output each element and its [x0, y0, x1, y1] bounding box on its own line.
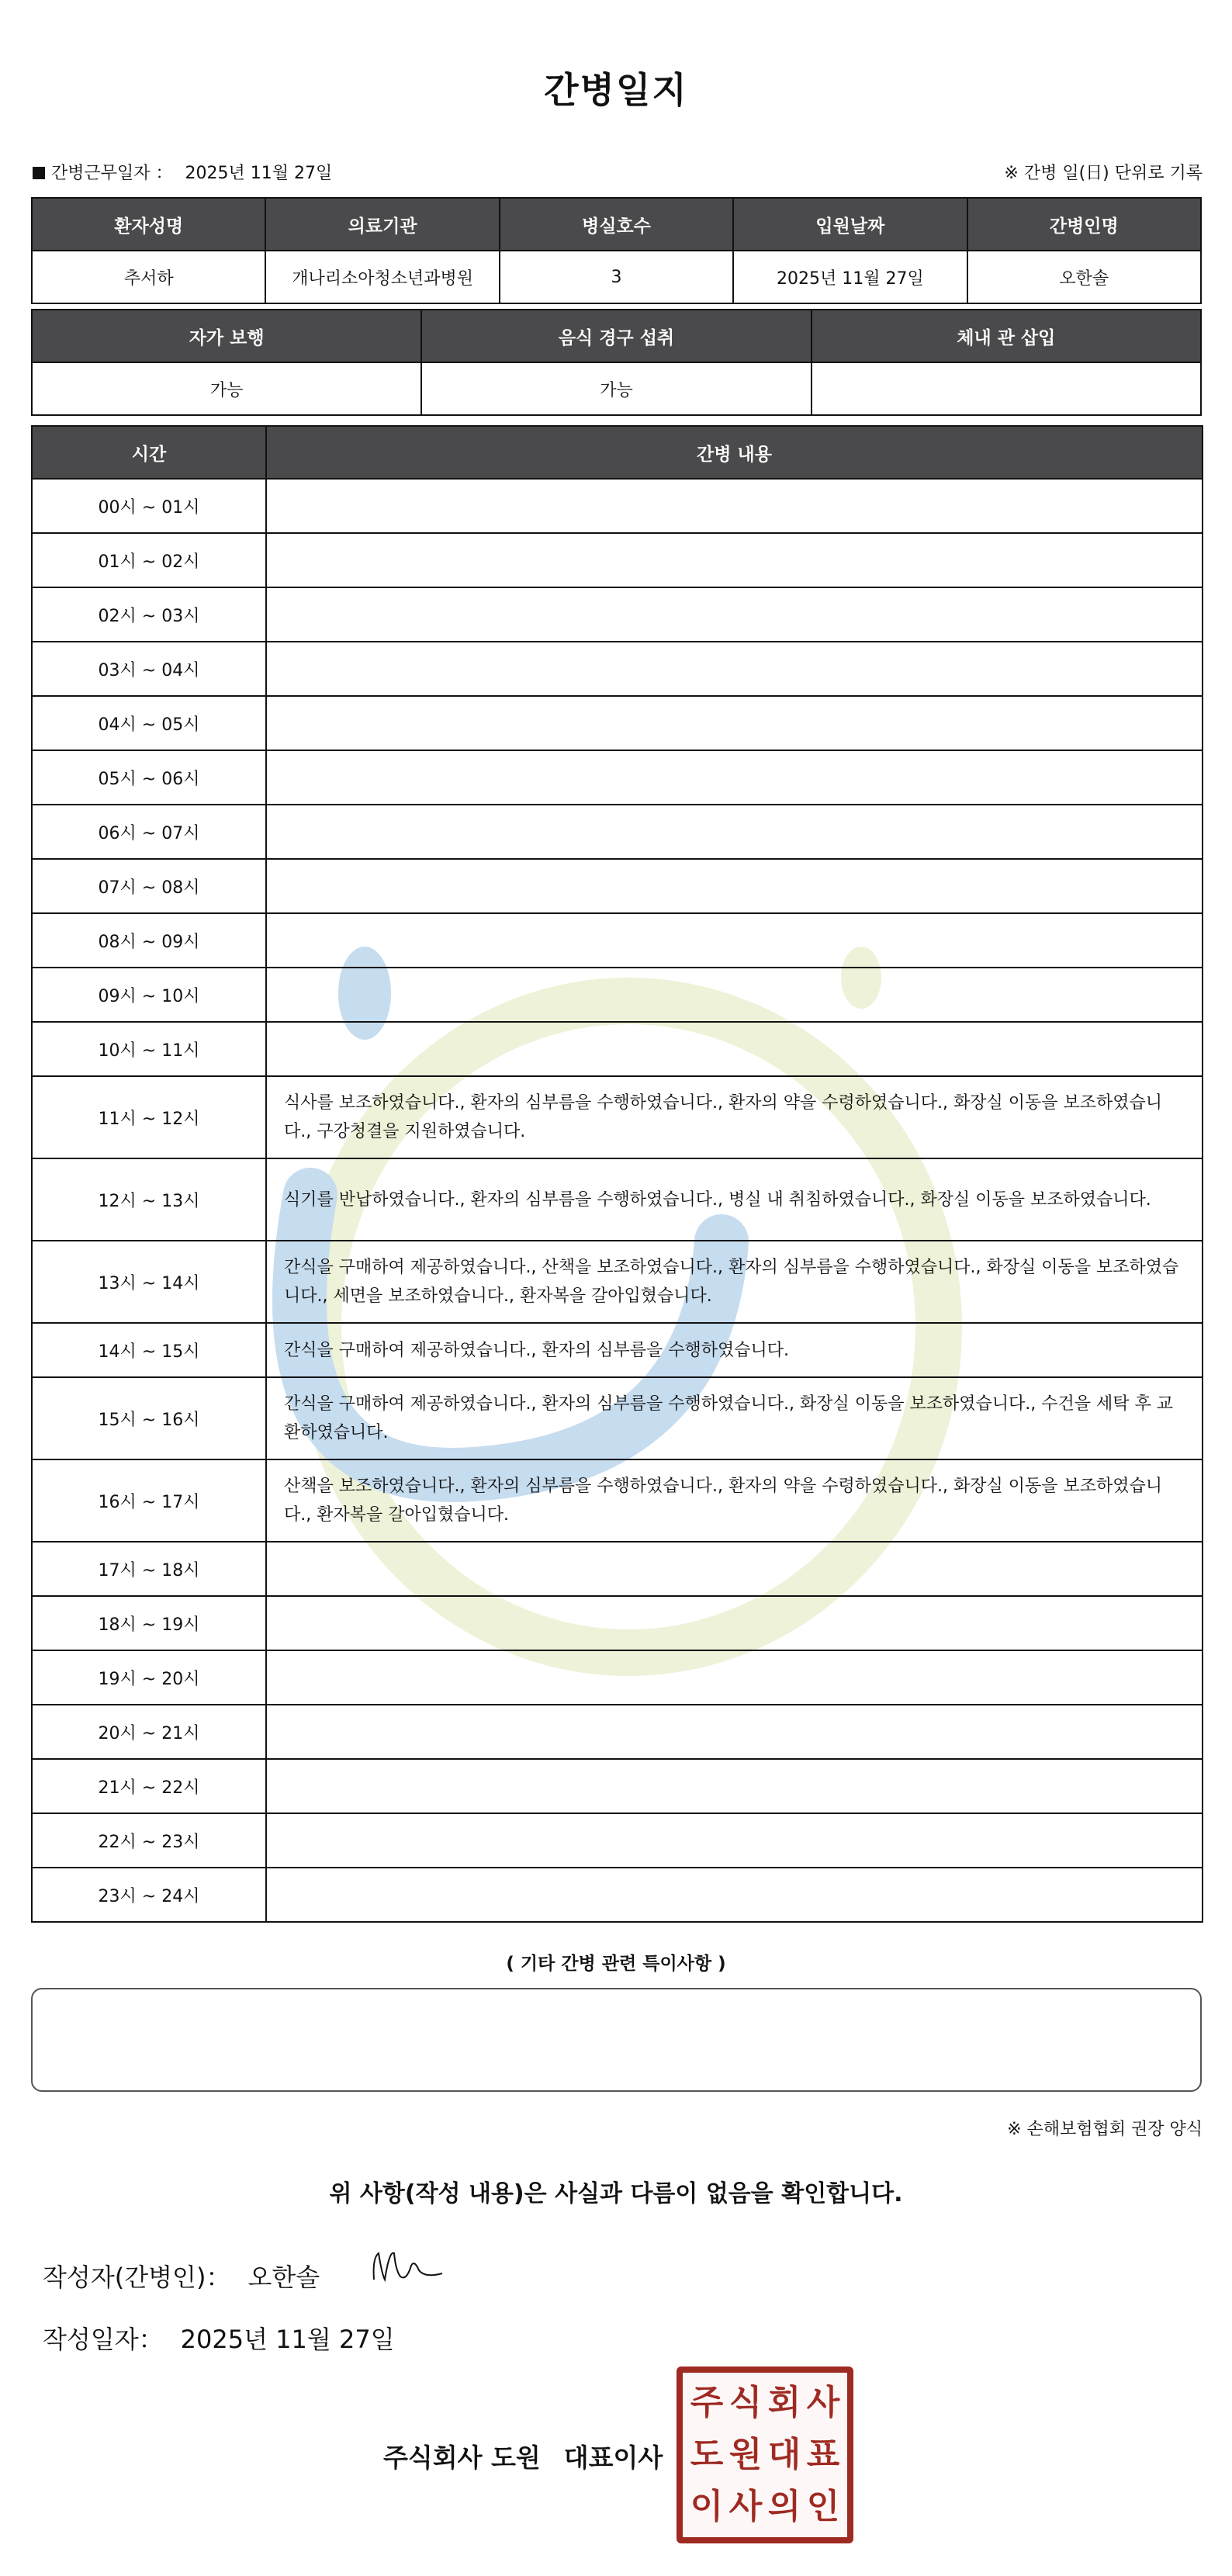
care-note: 간식을 구매하여 제공하였습니다., 환자의 심부름을 수행하였습니다.: [266, 1323, 1203, 1377]
header-room: 병실호수: [500, 198, 733, 251]
time-slot: 06시 ~ 07시: [32, 805, 266, 859]
time-slot: 08시 ~ 09시: [32, 913, 266, 968]
time-slot: 02시 ~ 03시: [32, 587, 266, 642]
time-slot: 07시 ~ 08시: [32, 859, 266, 913]
care-log-table: [31, 425, 1203, 1923]
table-row: [32, 913, 1203, 968]
care-note: [266, 642, 1203, 696]
time-slot: 04시 ~ 05시: [32, 696, 266, 750]
header-time: 시간: [32, 426, 266, 479]
time-slot: 19시 ~ 20시: [32, 1650, 266, 1705]
table-row: [32, 805, 1203, 859]
time-slot: 23시 ~ 24시: [32, 1868, 266, 1922]
care-note: [266, 913, 1203, 968]
table-row: [32, 1076, 1203, 1158]
time-slot: 22시 ~ 23시: [32, 1813, 266, 1868]
seal-glyph: 대: [767, 2434, 801, 2474]
table-row: [32, 1377, 1203, 1459]
table-row: [32, 642, 1203, 696]
written-date-line: [43, 2320, 395, 2356]
time-slot: 11시 ~ 12시: [32, 1076, 266, 1158]
association-note: ※ 손해보험협회 권장 양식: [1007, 2120, 1203, 2139]
care-note: 간식을 구매하여 제공하였습니다., 산책을 보조하였습니다., 환자의 심부름을 수행하였습니다., 화장실 이동을 보조하였습니다., 세면을 보조하였습니다., 환자복을 갈아입혔습니다.: [266, 1241, 1203, 1323]
care-note: [266, 1868, 1203, 1922]
seal-glyph: 주: [690, 2383, 724, 2423]
seal-stamp: [677, 2367, 853, 2543]
time-slot: 09시 ~ 10시: [32, 968, 266, 1022]
seal-glyph: 도: [690, 2434, 724, 2474]
table-row: [32, 750, 1203, 805]
time-slot: 13시 ~ 14시: [32, 1241, 266, 1323]
tube-insertion-value: [812, 362, 1201, 415]
header-tube-insertion: 체내 관 삽입: [812, 310, 1201, 362]
table-row: [32, 1158, 1203, 1241]
table-row: [32, 1022, 1203, 1076]
care-note: 산책을 보조하였습니다., 환자의 심부름을 수행하였습니다., 환자의 약을 수령하였습니다., 화장실 이동을 보조하였습니다., 환자복을 갈아입혔습니다.: [266, 1459, 1203, 1542]
care-note: [266, 479, 1203, 533]
header-patient-name: 환자성명: [32, 198, 265, 251]
care-note: [266, 696, 1203, 750]
seal-glyph: 인: [806, 2486, 840, 2526]
special-notes-title: ( 기타 간병 관련 특이사항 ): [506, 1954, 726, 1974]
time-slot: 20시 ~ 21시: [32, 1705, 266, 1759]
seal-glyph: 표: [806, 2434, 840, 2474]
hospital-name: 개나리소아청소년과병원: [265, 251, 499, 303]
care-note: [266, 859, 1203, 913]
header-oral-intake: 음식 경구 섭취: [421, 310, 811, 362]
time-slot: 00시 ~ 01시: [32, 479, 266, 533]
care-note: 식기를 반납하였습니다., 환자의 심부름을 수행하였습니다., 병실 내 취침하였습니다., 화장실 이동을 보조하였습니다.: [266, 1158, 1203, 1241]
company-name: 주식회사 도원: [383, 2443, 541, 2473]
table-row: [32, 859, 1203, 913]
page-title: 간병일지: [544, 69, 688, 111]
table-row: [32, 1868, 1203, 1922]
care-note: [266, 587, 1203, 642]
care-note: [266, 1650, 1203, 1705]
table-row: [32, 1596, 1203, 1650]
square-bullet-icon: [33, 167, 45, 179]
table-row: [32, 479, 1203, 533]
care-note: [266, 1022, 1203, 1076]
care-note: [266, 1759, 1203, 1813]
care-note: [266, 1705, 1203, 1759]
work-date-label: 간병근무일자 ：: [51, 164, 173, 183]
care-note: [266, 1813, 1203, 1868]
care-note: [266, 1596, 1203, 1650]
seal-glyph: 이: [690, 2486, 724, 2526]
table-row: [32, 1813, 1203, 1868]
time-slot: 17시 ~ 18시: [32, 1542, 266, 1596]
seal-glyph: 사: [806, 2383, 840, 2423]
care-note: [266, 968, 1203, 1022]
company-seal: [677, 2367, 853, 2543]
seal-glyph: 회: [767, 2383, 801, 2423]
care-note: [266, 1542, 1203, 1596]
header-care-content: 간병 내용: [266, 426, 1203, 479]
time-slot: 16시 ~ 17시: [32, 1459, 266, 1542]
patient-info-table: [31, 197, 1202, 304]
company-line: [383, 2438, 663, 2474]
seal-glyph: 원: [728, 2434, 763, 2474]
writer-label: 작성자(간병인)：: [43, 2263, 231, 2292]
table-row: [32, 696, 1203, 750]
time-slot: 14시 ~ 15시: [32, 1323, 266, 1377]
header-admission-date: 입원날짜: [733, 198, 967, 251]
caregiver-name: 오한솔: [967, 251, 1201, 303]
seal-glyph: 식: [728, 2383, 763, 2423]
header-caregiver: 간병인명: [967, 198, 1201, 251]
table-row: [32, 1650, 1203, 1705]
table-row: [32, 1459, 1203, 1542]
seal-glyph: 사: [728, 2486, 763, 2526]
oral-intake-value: 가능: [421, 362, 811, 415]
table-row: [32, 1759, 1203, 1813]
written-date-label: 작성일자：: [43, 2325, 164, 2354]
time-slot: 03시 ~ 04시: [32, 642, 266, 696]
room-number: 3: [500, 251, 733, 303]
care-note: [266, 805, 1203, 859]
care-note: [266, 750, 1203, 805]
table-row: [32, 1542, 1203, 1596]
written-date-value: 2025년 11월 27일: [180, 2325, 395, 2354]
table-row: [32, 1241, 1203, 1323]
confirmation-statement: 위 사항(작성 내용)은 사실과 다름이 없음을 확인합니다.: [329, 2180, 903, 2207]
header-hospital: 의료기관: [265, 198, 499, 251]
table-row: [32, 968, 1203, 1022]
time-slot: 01시 ~ 02시: [32, 533, 266, 587]
care-note: [266, 533, 1203, 587]
table-row: [32, 1705, 1203, 1759]
patient-name: 추서하: [32, 251, 265, 303]
self-walking-value: 가능: [32, 362, 421, 415]
time-slot: 15시 ~ 16시: [32, 1377, 266, 1459]
table-row: [32, 533, 1203, 587]
signature: [365, 2242, 458, 2297]
special-notes-box: [31, 1988, 1202, 2092]
table-row: [32, 587, 1203, 642]
patient-status-table: [31, 309, 1202, 416]
care-note: 간식을 구매하여 제공하였습니다., 환자의 심부름을 수행하였습니다., 화장실 이동을 보조하였습니다., 수건을 세탁 후 교환하였습니다.: [266, 1377, 1203, 1459]
admission-date: 2025년 11월 27일: [733, 251, 967, 303]
care-note: 식사를 보조하였습니다., 환자의 심부름을 수행하였습니다., 환자의 약을 수령하였습니다., 화장실 이동을 보조하였습니다., 구강청결을 지원하였습니다.: [266, 1076, 1203, 1158]
time-slot: 18시 ~ 19시: [32, 1596, 266, 1650]
seal-glyph: 의: [767, 2486, 801, 2526]
writer-name: 오한솔: [247, 2263, 320, 2292]
header-self-walking: 자가 보행: [32, 310, 421, 362]
company-title: 대표이사: [563, 2443, 663, 2473]
record-unit-note: ※ 간병 일(日) 단위로 기록: [1004, 164, 1203, 183]
time-slot: 05시 ~ 06시: [32, 750, 266, 805]
time-slot: 21시 ~ 22시: [32, 1759, 266, 1813]
time-slot: 10시 ~ 11시: [32, 1022, 266, 1076]
time-slot: 12시 ~ 13시: [32, 1158, 266, 1241]
work-date: [33, 160, 332, 184]
writer-line: [43, 2258, 320, 2294]
work-date-value: 2025년 11월 27일: [185, 164, 333, 183]
table-row: [32, 1323, 1203, 1377]
